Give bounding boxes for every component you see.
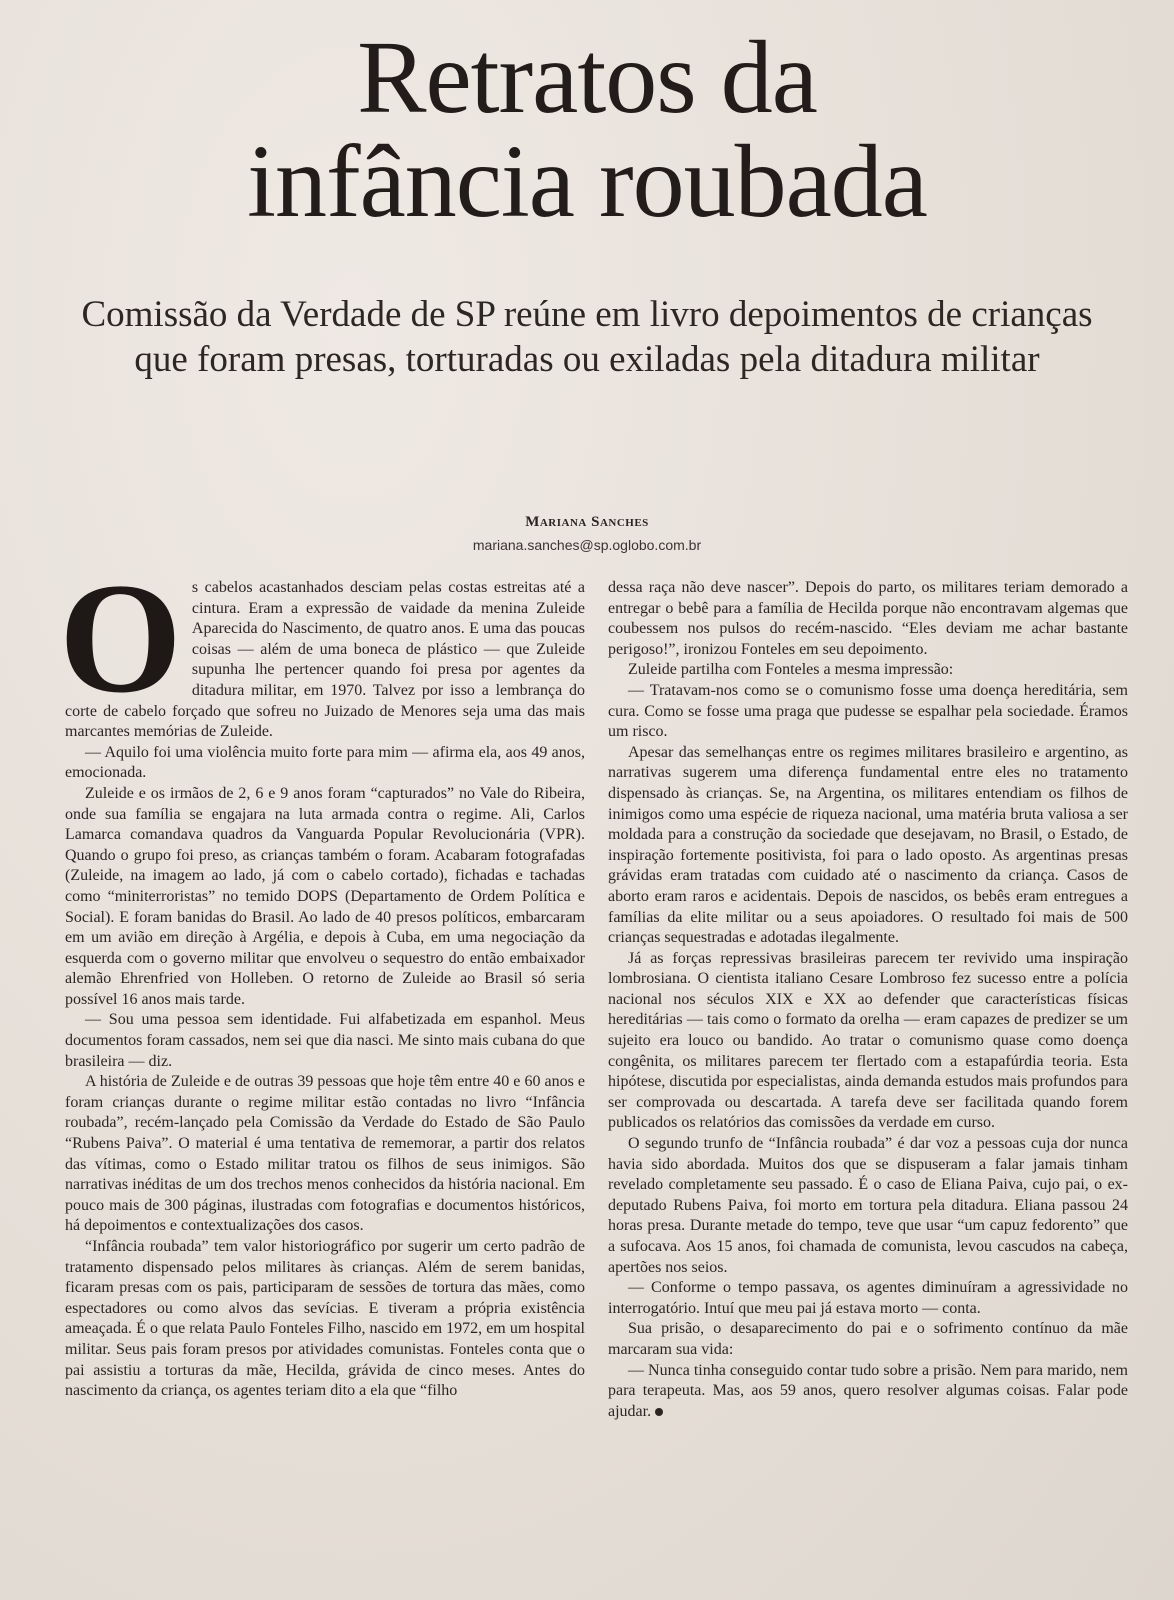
paragraph: Zuleide e os irmãos de 2, 6 e 9 anos foram “capturados” no Vale do Ribeira, onde sua família se engajara na luta armada contra o regime. Ali, Carlos Lamarca comandava quadros da Vanguarda Popular Revolucionária (VPR). Quando o grupo foi preso, as crianças também o foram. Acabaram fotografadas (Zuleide, na imagem ao lado, já com o cabelo cortado), fichadas e tachadas como “miniterroristas” no temido DOPS (Departamento de Ordem Política e Social). E foram banidas do Brasil. Ao lado de 40 presos políticos, embarcaram em um avião em direção à Argélia, e depois à Cuba, em uma negociação da esquerda com o governo militar que envolveu o sequestro do então embaixador alemão Ehrenfried von Holleben. O retorno de Zuleide ao Brasil só seria possível 16 anos mais tarde.	[65, 784, 585, 1008]
headline-line-2: infância roubada	[247, 124, 927, 239]
subheadline-line-2: que foram presas, torturadas ou exiladas pela ditadura militar	[134, 339, 1040, 380]
paragraph-text: — Nunca tinha conseguido contar tudo sobre a prisão. Nem para marido, nem para terapeuta. Mas, aos 59 anos, quero resolver algumas coisas. Falar pode ajudar.	[608, 1361, 1128, 1420]
headline	[60, 20, 1114, 239]
paragraph: — Conforme o tempo passava, os agentes diminuíram a agressividade no interrogatório. Intuí que meu pai já estava morto — conta.	[608, 1279, 1128, 1317]
paragraph: O segundo trunfo de “Infância roubada” é dar voz a pessoas cuja dor nunca havia sido abordada. Muitos dos que se dispuseram a falar jamais tinham revelado completamente seu passado. É o caso de Eliana Paiva, cujo pai, o ex-deputado Rubens Paiva, foi morto em tortura pela ditadura. Eliana passou 24 horas presa. Durante metade do tempo, teve que usar “um capuz fedorento” que a sufocava. Aos 15 anos, foi chamada de comunista, levou cascudos na cabeça, apertões nos seios.	[608, 1135, 1128, 1276]
subheadline-line-1: Comissão da Verdade de SP reúne em livro depoimentos de crianças	[81, 294, 1093, 335]
article-column-left	[59, 551, 585, 1402]
paragraph: A história de Zuleide e de outras 39 pessoas que hoje têm entre 40 e 60 anos e foram crianças durante o regime militar estão contadas no livro “Infância roubada”, recém-lançado pela Comissão da Verdade do Estado de São Paulo “Rubens Paiva”. O material é uma tentativa de rememorar, a partir dos relatos das vítimas, como o Estado militar tratou os filhos de seus inimigos. São narrativas inéditas de um dos trechos menos conhecidos da história nacional. Em pouco mais de 300 páginas, ilustradas com fotografias e documentos históricos, há depoimentos e contextualizações dos casos.	[65, 1073, 585, 1235]
last-paragraph	[608, 1361, 1128, 1423]
paragraph: s cabelos acastanhados desciam pelas costas estreitas até a cintura. Eram a expressão de vaidade da menina Zuleide Aparecida do Nascimento, de quatro anos. E uma das poucas coisas — além de uma boneca de plástico — que Zuleide supunha lhe pertencer quando foi presa por agentes da ditadura militar, em 1970. Talvez por isso a lembrança do corte de cabelo forçado que sofreu no Juizado de Menores seja uma das mais marcantes memórias de Zuleide.	[65, 579, 585, 741]
paragraph: Já as forças repressivas brasileiras parecem ter revivido uma inspiração lombrosiana. O cientista italiano Cesare Lombroso fez sucesso entre a polícia nacional nos séculos XIX e XX ao defender que características físicas hereditárias — tais como o formato da orelha — eram capazes de predizer se um sujeito era louco ou bandido. Ao tratar o comunismo quase como doença congênita, os militares parecem ter flertado com a estapafúrdia teoria. Esta hipótese, discutida por especialistas, ainda demanda estudos mais profundos para ser comprovada ou descartada. A tarefa deve ser facilitada quando forem publicados os relatórios das comissões da verdade em curso.	[608, 949, 1128, 1132]
paragraph: dessa raça não deve nascer”. Depois do parto, os militares teriam demorado a entregar o bebê para a família de Hecilda porque não encontravam algemas que coubessem nos pulsos do recém-nascido. “Eles deviam me achar bastante perigoso!”, ironizou Fonteles em seu depoimento.	[608, 579, 1128, 658]
subheadline	[30, 292, 1144, 382]
headline-line-1: Retratos da	[357, 20, 817, 135]
paragraph: — Aquilo foi uma violência muito forte para mim — afirma ela, aos 49 anos, emocionada.	[65, 743, 585, 782]
drop-cap: O	[59, 551, 182, 726]
end-of-article-bullet-icon	[655, 1408, 663, 1416]
paragraph: — Sou uma pessoa sem identidade. Fui alfabetizada em espanhol. Meus documentos foram cassados, nem sei que dia nasci. Me sinto mais cubana do que brasileira — diz.	[65, 1011, 585, 1070]
article-column-right	[608, 578, 1128, 1422]
paragraph: Zuleide partilha com Fonteles a mesma impressão:	[628, 661, 954, 679]
paragraph: — Tratavam-nos como se o comunismo fosse uma doença hereditária, sem cura. Como se fosse uma praga que pudesse se espalhar pela sociedade. Éramos um risco.	[608, 681, 1128, 741]
author-email: mariana.sanches@sp.oglobo.com.br	[472, 537, 702, 553]
paragraph: Sua prisão, o desaparecimento do pai e o sofrimento contínuo da mãe marcaram sua vida:	[608, 1320, 1128, 1358]
paragraph: Apesar das semelhanças entre os regimes militares brasileiro e argentino, as narrativas sugerem uma diferença fundamental entre eles no tratamento dispensado às crianças. Se, na Argentina, os militares entendiam os filhos de inimigos como uma espécie de riqueza nacional, uma matéria bruta valiosa a ser moldada para a construção da sociedade que desejavam, no Brasil, o Estado, de inspiração fortemente positivista, foi para o lado oposto. As argentinas presas grávidas eram tratadas com cuidado até o nascimento da criança. Casos de aborto eram raros e acidentais. Depois de nascidos, os bebês eram entregues a famílias da elite militar ou a seus apoiadores. O resultado foi mais de 500 crianças sequestradas e adotadas ilegalmente.	[608, 743, 1128, 947]
paragraph: “Infância roubada” tem valor historiográfico por sugerir um certo padrão de tratamento dispensado pelos militares às crianças. Além de serem banidas, ficaram presas com os pais, participaram de sessões de tortura das mães, como espectadores ou como alvos das sevícias. E tiveram a própria existência ameaçada. É o que relata Paulo Fonteles Filho, nascido em 1972, em um hospital militar. Seus pais foram presos por atividades comunistas. Fonteles conta que o pai assistiu a torturas da mãe, Hecilda, grávida de cinco meses. Antes do nascimento da criança, os agentes teriam dito a ela que “filho	[65, 1238, 585, 1400]
author-name: Mariana Sanches	[525, 514, 649, 530]
